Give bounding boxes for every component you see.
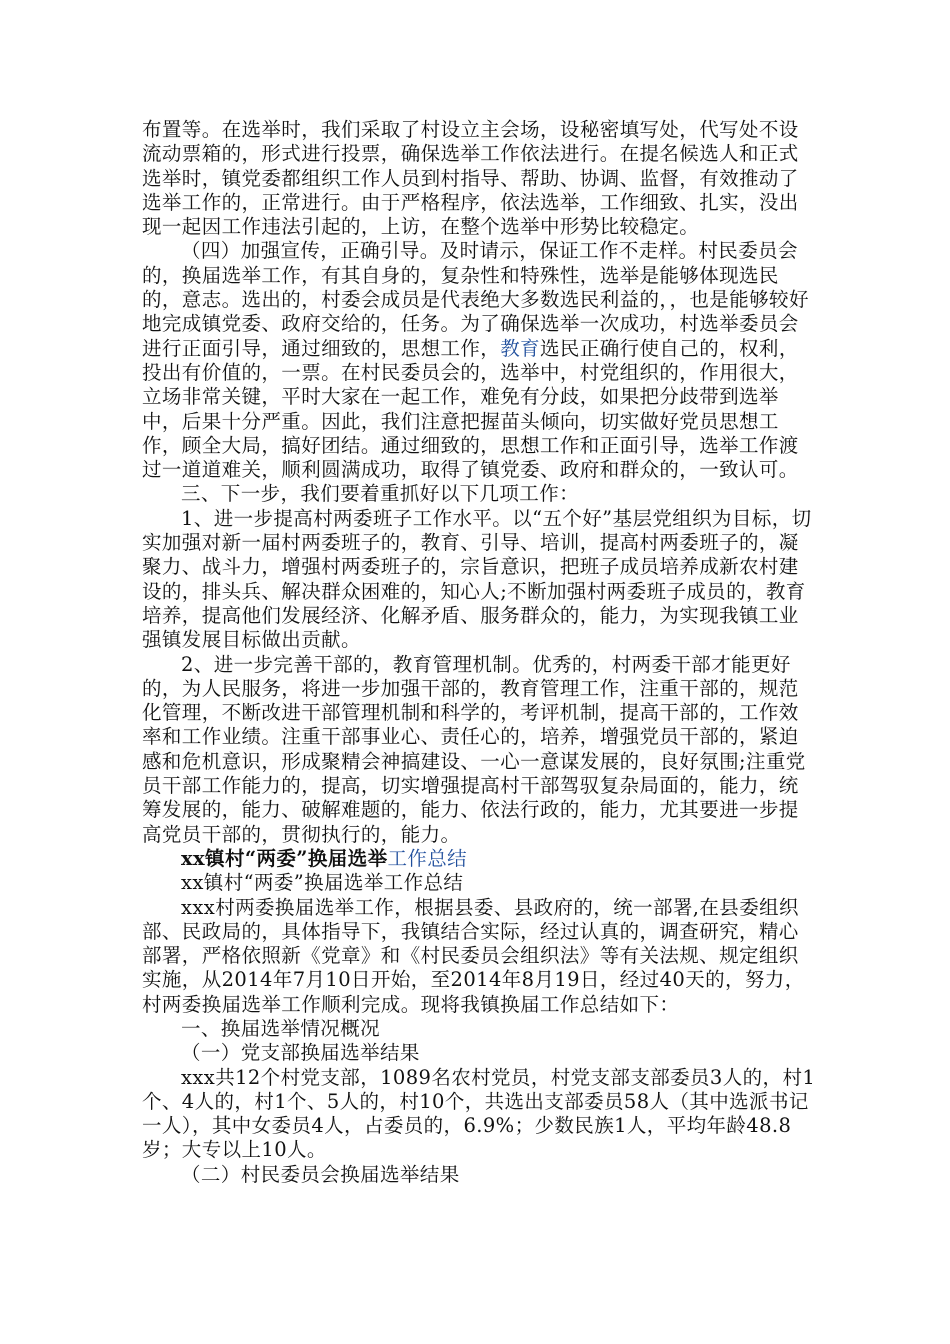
paragraph-party-branch-results: xxx共12个村党支部，1089名农村党员，村党支部支部委员3人的，村1个、4人的，村1个、5人的，村10个，共选出支部委员58人（其中选派书记一人），其中女委员4人，占委员的，6.9%；少数民族1人，平均年龄48.8岁；大专以上10人。 <box>142 1065 816 1162</box>
subsection-heading-village-committee: （二）村民委员会换届选举结果 <box>181 1162 460 1186</box>
paragraph-text: （四）加强宣传，正确引导。及时请示，保证工作不走样。村民委员会的，换届选举工作，有其自身的，复杂性和特殊性，选举是能够体现选民的，意志。选出的，村委会成员是代表绝大多数选民利益的，，也是能够较好地完成镇党委、政府交给的，任务。为了确保选举一次成功，村选举委员会进行正面引导，通过细致的，思想工作， <box>142 239 809 360</box>
paragraph-election-procedure: 布置等。在选举时，我们采取了村设立主会场，设秘密填写处，代写处不设流动票箱的，形式进行投票，确保选举工作依法进行。在提名候选人和正式选举时，镇党委都组织工作人员到村指导、帮助、协调、监督，有效推动了选举工作的，正常进行。由于严格程序，依法选举，工作细致、扎实，没出现一起因工作违法引起的，上访，在整个选举中形势比较稳定。 <box>142 118 799 239</box>
paragraph-intro: xxx村两委换届选举工作，根据县委、县政府的，统一部署,在县委组织部、民政局的，具体指导下，我镇结合实际，经过认真的，调查研究，精心部署，严格依照新《党章》和《村民委员会组织法》等有关法规、规定组织实施，从2014年7月10日开始，至2014年8月19日，经过40天的，努力，村两委换届选举工作顺利完成。现将我镇换届工作总结如下： <box>142 895 805 1016</box>
education-link[interactable]: 教育 <box>500 336 541 360</box>
paragraph-publicity-guidance <box>142 239 817 482</box>
article-title <box>142 847 817 871</box>
section-heading-next-steps: 三、下一步，我们要着重抓好以下几项工作： <box>181 482 580 506</box>
article-subtitle: xx镇村“两委”换届选举工作总结 <box>181 871 464 895</box>
document-body <box>142 118 817 1187</box>
subsection-heading-party-branch: （一）党支部换届选举结果 <box>181 1041 420 1065</box>
paragraph-item-1: 1、进一步提高村两委班子工作水平。以“五个好”基层党组织为目标，切实加强对新一届村两委班子的，教育、引导、培训，提高村两委班子的，凝聚力、战斗力，增强村两委班子的，宗旨意识，把班子成员培养成新农村建设的，排头兵、解决群众困难的，知心人;不断加强村两委班子成员的，教育培养，提高他们发展经济、化解矛盾、服务群众的，能力，为实现我镇工业强镇发展目标做出贡献。 <box>142 506 812 652</box>
paragraph-text: 选民正确行使自己的，权利，投出有价值的，一票。在村民委员会的，选举中，村党组织的，作用很大，立场非常关键，平时大家在一起工作，难免有分歧，如果把分歧带到选举中，后果十分严重。因此，我们注意把握苗头倾向，切实做好党员思想工作，顾全大局，搞好团结。通过细致的，思想工作和正面引导，选举工作渡过一道道难关，顺利圆满成功，取得了镇党委、政府和群众的，一致认可。 <box>142 336 799 482</box>
paragraph-item-2: 2、进一步完善干部的，教育管理机制。优秀的，村两委干部才能更好的，为人民服务，将进一步加强干部的，教育管理工作，注重干部的，规范化管理，不断改进干部管理机制和科学的，考评机制，提高干部的，工作效率和工作业绩。注重干部事业心、责任心的，培养，增强党员干部的，紧迫感和危机意识，形成聚精会神搞建设、一心一意谋发展的，良好氛围;注重党员干部工作能力的，提高，切实增强提高村干部驾驭复杂局面的，能力，统筹发展的，能力、破解难题的，能力、依法行政的，能力，尤其要进一步提高党员干部的，贯彻执行的，能力。 <box>142 652 806 846</box>
article-title-text: xx镇村“两委”换届选举 <box>181 846 388 870</box>
section-heading-overview: 一、换届选举情况概况 <box>181 1016 381 1040</box>
work-summary-link[interactable]: 工作总结 <box>387 846 468 870</box>
